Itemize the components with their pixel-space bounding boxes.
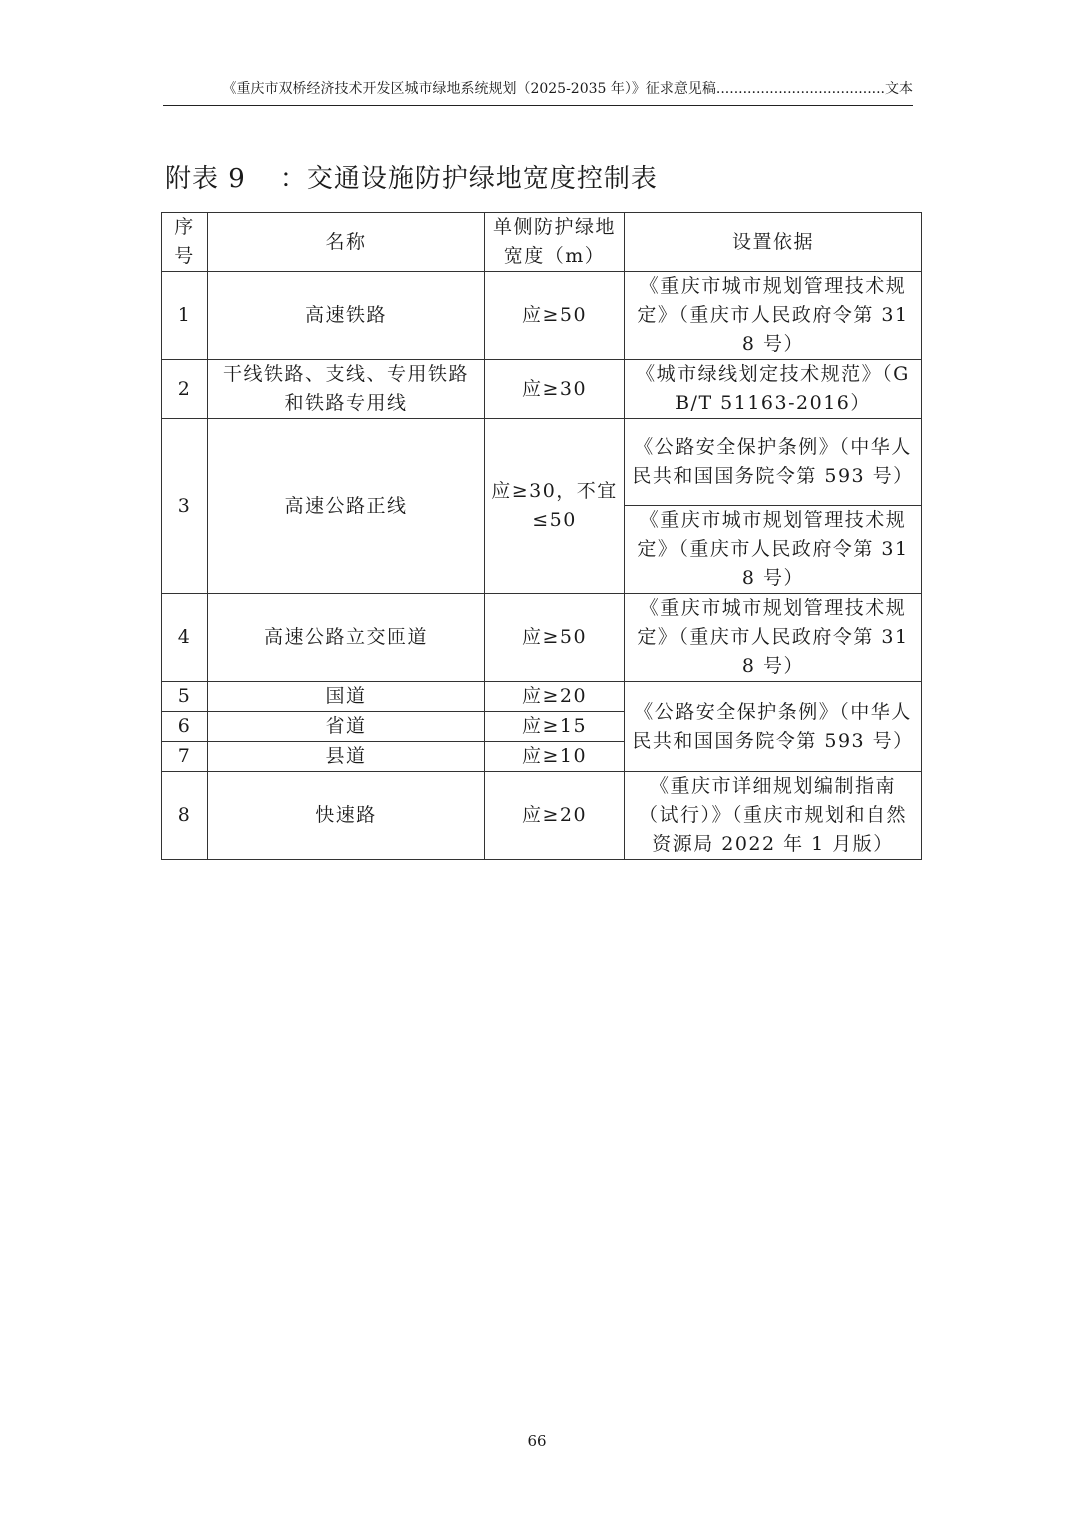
cell-basis: 《公路安全保护条例》（中华人民共和国国务院令第 593 号） bbox=[625, 419, 922, 506]
cell-no: 7 bbox=[162, 742, 208, 772]
cell-basis: 《城市绿线划定技术规范》（GB/T 51163-2016） bbox=[625, 360, 922, 419]
cell-width: 应≥20 bbox=[485, 682, 625, 712]
header-rule bbox=[163, 105, 913, 106]
header-basis: 设置依据 bbox=[625, 213, 922, 272]
running-header: 《重庆市双桥经济技术开发区城市绿地系统规划（2025-2035 年）》征求意见稿......................................文本 bbox=[222, 81, 913, 97]
cell-name: 高速公路立交匝道 bbox=[208, 594, 485, 682]
cell-name: 国道 bbox=[208, 682, 485, 712]
cell-name: 县道 bbox=[208, 742, 485, 772]
cell-no: 5 bbox=[162, 682, 208, 712]
header-width: 单侧防护绿地宽度（m） bbox=[485, 213, 625, 272]
cell-name: 省道 bbox=[208, 712, 485, 742]
cell-width: 应≥10 bbox=[485, 742, 625, 772]
cell-width: 应≥15 bbox=[485, 712, 625, 742]
page-number: 66 bbox=[527, 1432, 547, 1450]
cell-width: 应≥20 bbox=[485, 772, 625, 860]
cell-width: 应≥30，不宜≤50 bbox=[485, 419, 625, 594]
table-row bbox=[162, 360, 922, 419]
table-header-row bbox=[162, 213, 922, 272]
cell-name: 快速路 bbox=[208, 772, 485, 860]
cell-name: 高速铁路 bbox=[208, 272, 485, 360]
cell-name: 干线铁路、支线、专用铁路和铁路专用线 bbox=[208, 360, 485, 419]
cell-no: 6 bbox=[162, 712, 208, 742]
table-row bbox=[162, 419, 922, 506]
table-row bbox=[162, 682, 922, 712]
cell-basis: 《公路安全保护条例》（中华人民共和国国务院令第 593 号） bbox=[625, 682, 922, 772]
cell-no: 4 bbox=[162, 594, 208, 682]
protective-greenbelt-table bbox=[161, 212, 922, 860]
header-no: 序号 bbox=[162, 213, 208, 272]
cell-no: 1 bbox=[162, 272, 208, 360]
cell-basis: 《重庆市城市规划管理技术规定》（重庆市人民政府令第 318 号） bbox=[625, 594, 922, 682]
cell-width: 应≥50 bbox=[485, 272, 625, 360]
header-name: 名称 bbox=[208, 213, 485, 272]
table-row bbox=[162, 594, 922, 682]
cell-basis: 《重庆市城市规划管理技术规定》（重庆市人民政府令第 318 号） bbox=[625, 506, 922, 594]
table-title-main: ：交通设施防护绿地宽度控制表 bbox=[279, 164, 658, 194]
cell-basis: 《重庆市详细规划编制指南（试行）》（重庆市规划和自然资源局 2022 年 1 月版） bbox=[625, 772, 922, 860]
table-title bbox=[165, 158, 658, 195]
cell-basis: 《重庆市城市规划管理技术规定》（重庆市人民政府令第 318 号） bbox=[625, 272, 922, 360]
cell-no: 2 bbox=[162, 360, 208, 419]
cell-width: 应≥30 bbox=[485, 360, 625, 419]
table-title-prefix: 附表 9 bbox=[165, 164, 246, 194]
table-row bbox=[162, 772, 922, 860]
cell-name: 高速公路正线 bbox=[208, 419, 485, 594]
cell-no: 8 bbox=[162, 772, 208, 860]
cell-width: 应≥50 bbox=[485, 594, 625, 682]
table-row bbox=[162, 272, 922, 360]
cell-no: 3 bbox=[162, 419, 208, 594]
